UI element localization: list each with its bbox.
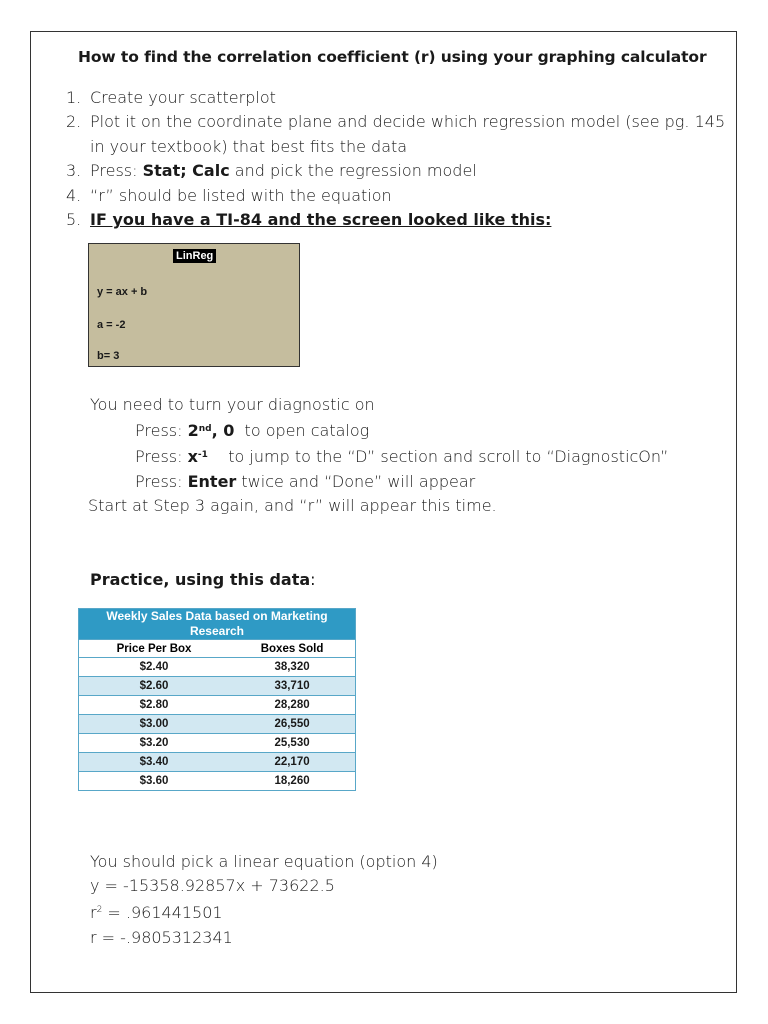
step-2: 2. Plot it on the coordinate plane and decide which regression model (see pg. 145 in your textbook) that best fits the data — [66, 112, 726, 156]
press-catalog: Press: 2nd, 0 to open catalog — [135, 421, 370, 441]
calc-line-equation: y = ax + b — [97, 286, 148, 298]
sales-table — [78, 608, 356, 791]
table-row: $3.20 25,530 — [79, 734, 356, 753]
calculator-screen — [88, 243, 300, 367]
step-3: 3. Press: Stat; Calc and pick the regression model — [66, 161, 477, 181]
table-row: $2.80 28,280 — [79, 696, 356, 715]
linreg-header: LinReg — [173, 249, 216, 263]
table-title: Weekly Sales Data based on Marketing Research — [79, 609, 356, 640]
calc-line-a: a = -2 — [97, 319, 126, 331]
table-row: $3.00 26,550 — [79, 715, 356, 734]
press-enter: Press: Enter twice and “Done” will appear — [135, 471, 476, 491]
table-row: $2.40 38,320 — [79, 658, 356, 677]
answer-r-squared: $r^2 = .961441501$ — [90, 903, 223, 923]
page-title: How to find the correlation coefficient (r) using your graphing calculator — [78, 48, 707, 66]
step-1: 1. Create your scatterplot — [66, 88, 276, 107]
answer-block — [90, 850, 438, 950]
steps-list — [66, 86, 726, 232]
answer-r: r = -.9805312341 — [90, 927, 233, 947]
step-5: 5. IF you have a TI-84 and the screen looked like this: — [66, 210, 552, 230]
press-inverse: Press: $x^{-1}$ to jump to the “D” section and scroll to “DiagnosticOn” — [135, 447, 669, 467]
calc-line-b: b= 3 — [97, 350, 120, 362]
table-row: $2.60 33,710 — [79, 677, 356, 696]
answer-pick: You should pick a linear equation (option 4) — [90, 852, 438, 871]
column-header-price: Price Per Box — [79, 640, 230, 658]
practice-heading: Practice, using this data: — [90, 570, 316, 589]
table-row: $3.40 22,170 — [79, 753, 356, 772]
step-4: 4. “r” should be listed with the equation — [66, 185, 392, 205]
column-header-boxes: Boxes Sold — [229, 640, 355, 658]
table-row: $3.60 18,260 — [79, 772, 356, 791]
diagnostic-intro: You need to turn your diagnostic on — [90, 395, 375, 414]
diagnostic-instructions — [90, 393, 730, 518]
answer-equation: y = -15358.92857x + 73622.5 — [90, 876, 335, 896]
restart-note: Start at Step 3 again, and “r” will appear this time. — [88, 495, 497, 515]
